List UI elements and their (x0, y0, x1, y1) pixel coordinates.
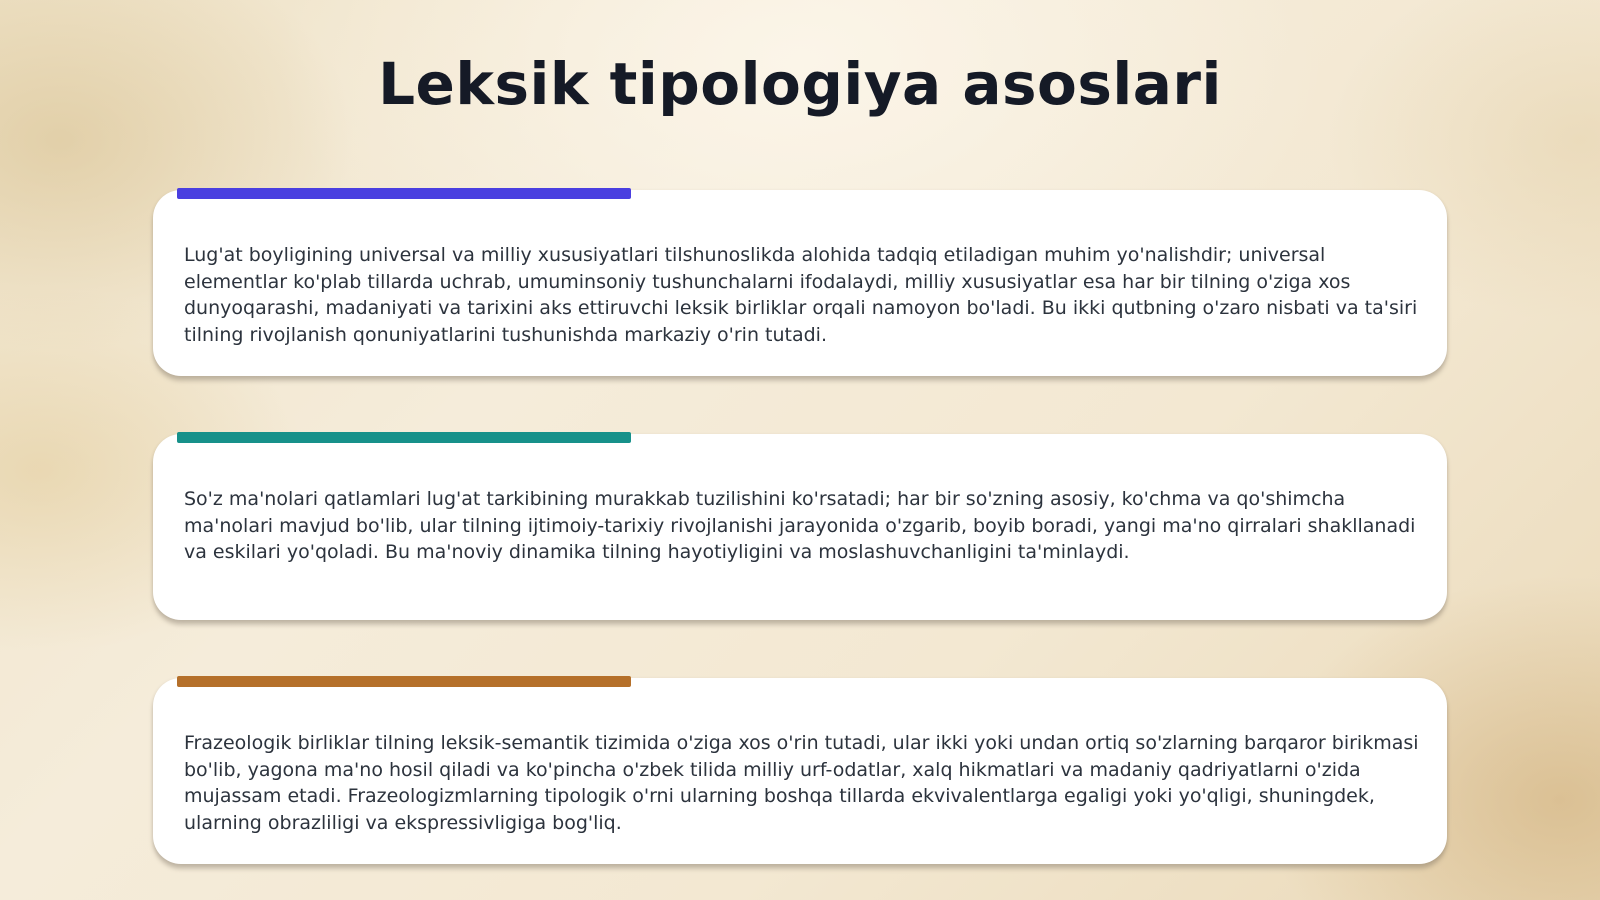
card-accent-bar (177, 188, 631, 199)
card-accent-bar (177, 432, 631, 443)
card-text: Lug'at boyligining universal va milliy xususiyatlari tilshunoslikda alohida tadqiq etiladigan muhim yo'nalishdir; universal elementlar ko'plab tillarda uchrab, umuminsoniy tushunchalarni ifodalaydi, milliy xususiyatlar esa har bir tilning o'ziga xos dunyoqarashi, madaniyati va tarixini aks ettiruvchi leksik birliklar orqali namoyon bo'ladi. Bu ikki qutbning o'zaro nisbati va ta'siri tilning rivojlanish qonuniyatlarini tushunishda markaziy o'rin tutadi. (184, 244, 1418, 346)
page-title: Leksik tipologiya asoslari (378, 50, 1222, 118)
content-card-meaning-layers (153, 434, 1447, 620)
content-card-universal-national (153, 190, 1447, 376)
card-text: So'z ma'nolari qatlamlari lug'at tarkibining murakkab tuzilishini ko'rsatadi; har bir so'zning asosiy, ko'chma va qo'shimcha ma'nolari mavjud bo'lib, ular tilning ijtimoiy-tarixiy rivojlanishi jarayonida o'zgarib, boyib boradi, yangi ma'no qirralari shakllanadi va eskilari yo'qoladi. Bu ma'noviy dinamika tilning hayotiyligini va moslashuvchanligini ta'minlaydi. (184, 488, 1416, 563)
card-accent-bar (177, 676, 631, 687)
content-card-phraseology (153, 678, 1447, 864)
card-text: Frazeologik birliklar tilning leksik-semantik tizimida o'ziga xos o'rin tutadi, ular ikki yoki undan ortiq so'zlarning barqaror birikmasi bo'lib, yagona ma'no hosil qiladi va ko'pincha o'zbek tilida milliy urf-odatlar, xalq hikmatlari va madaniy qadriyatlarni o'zida mujassam etadi. Frazeologizmlarning tipologik o'rni ularning boshqa tillarda ekvivalentlarga egaligi yoki yo'qligi, shuningdek, ularning obrazliligi va ekspressivligiga bog'liq. (184, 732, 1419, 834)
